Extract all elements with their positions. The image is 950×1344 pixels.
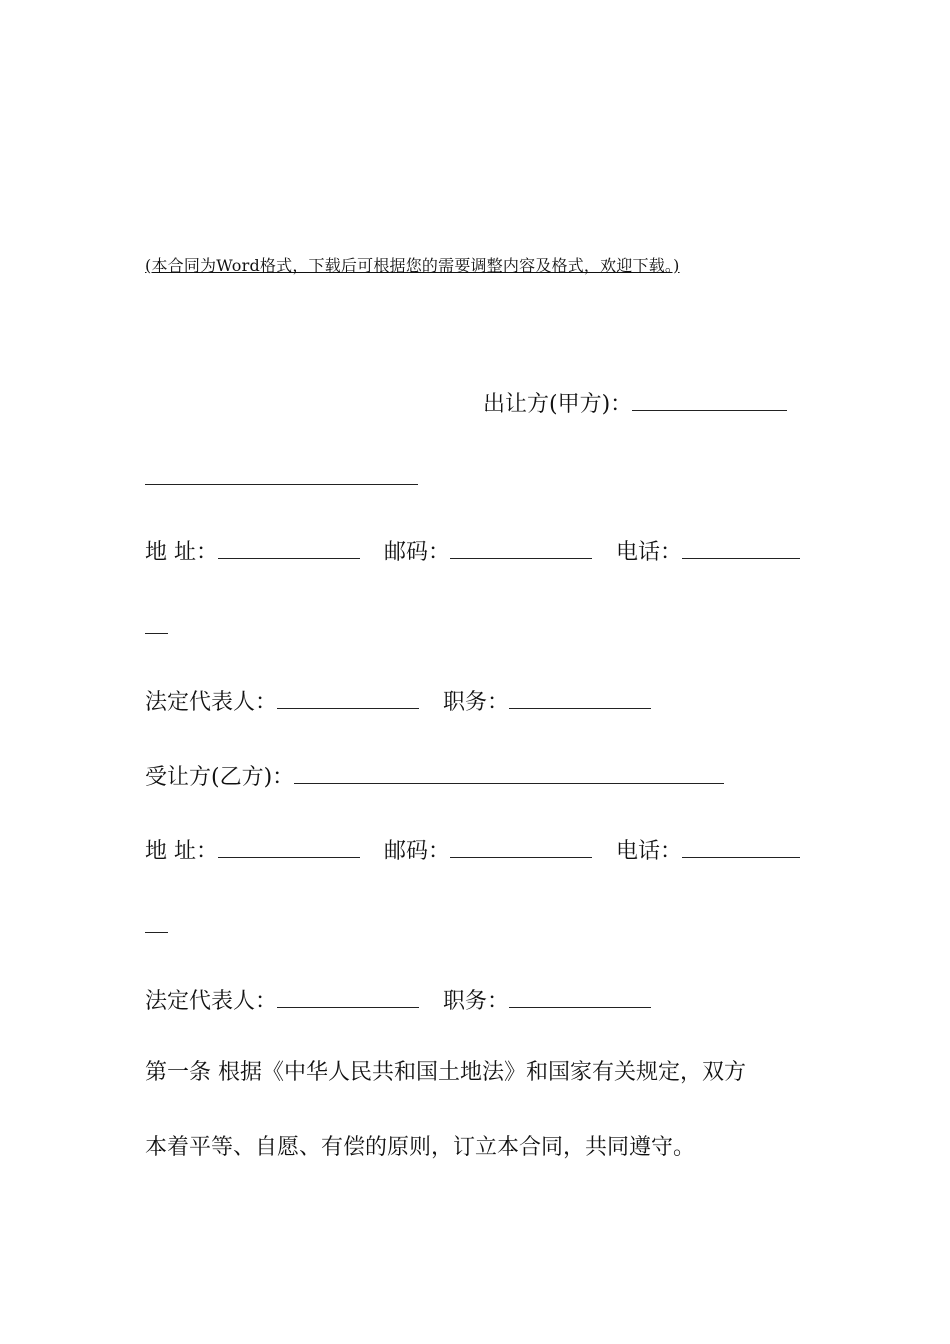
party-a-postcode-label: 邮码：	[384, 540, 451, 565]
party-a-phone-blank	[682, 536, 800, 559]
party-a-name-continuation-blank	[145, 484, 418, 485]
party-b-address-label: 地 址：	[145, 839, 218, 864]
party-a-address-label: 地 址：	[145, 540, 218, 565]
party-a-name-blank	[632, 388, 787, 411]
format-note: (本合同为Word格式，下载后可根据您的需要调整内容及格式，欢迎下载。)	[145, 256, 680, 275]
party-b-contact-line	[145, 835, 800, 866]
party-b-phone-continuation-blank	[145, 932, 168, 933]
party-b-position-label: 职务：	[443, 989, 510, 1014]
party-a-phone-label: 电话：	[616, 540, 683, 565]
party-b-rep-line	[145, 985, 651, 1016]
party-b-position-blank	[509, 985, 651, 1008]
party-a-label: 出让方(甲方)：	[483, 392, 633, 417]
article-1-line-2: 本着平等、自愿、有偿的原则，订立本合同，共同遵守。	[145, 1135, 696, 1160]
party-a-line	[483, 388, 787, 419]
party-b-rep-label: 法定代表人：	[145, 989, 278, 1014]
party-a-postcode-blank	[450, 536, 592, 559]
party-a-position-label: 职务：	[443, 690, 510, 715]
party-b-address-blank	[218, 835, 360, 858]
party-a-position-blank	[509, 686, 651, 709]
party-b-name-blank	[294, 761, 724, 784]
party-a-rep-label: 法定代表人：	[145, 690, 278, 715]
party-b-postcode-blank	[450, 835, 592, 858]
party-b-rep-blank	[277, 985, 419, 1008]
party-b-phone-blank	[682, 835, 800, 858]
party-b-postcode-label: 邮码：	[384, 839, 451, 864]
party-a-contact-line	[145, 536, 800, 567]
party-b-label: 受让方(乙方)：	[145, 765, 295, 790]
article-1-line-1: 第一条 根据《中华人民共和国土地法》和国家有关规定，双方	[145, 1060, 746, 1085]
party-a-address-blank	[218, 536, 360, 559]
party-a-phone-continuation-blank	[145, 633, 168, 634]
party-a-rep-line	[145, 686, 651, 717]
party-b-line	[145, 761, 724, 792]
party-a-rep-blank	[277, 686, 419, 709]
party-b-phone-label: 电话：	[616, 839, 683, 864]
